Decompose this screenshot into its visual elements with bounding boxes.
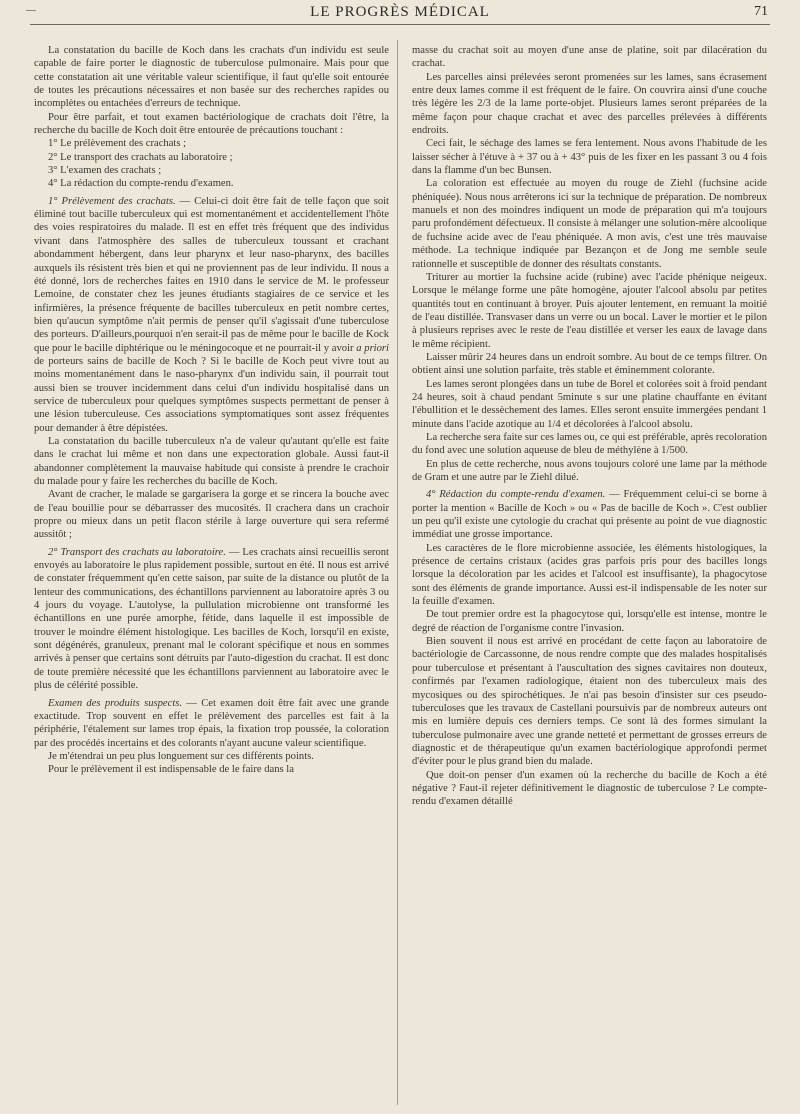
paragraph: La constatation du bacille de Koch dans les crachats d'un individu est seule capable de faire porter le diagnostic de tuberculose pulmonaire. Mais pour que cette constatation ait une véritable valeur scientifique, il faut qu'elle soit entourée de toutes les précautions nécessaires et non basée sur des recherches rapides ou incomplètes ou entachées d'erreurs de technique. — [34, 45, 389, 110]
paragraph: La recherche sera faite sur ces lames ou, ce qui est préférable, après recoloration du fond avec une solution aqueuse de bleu de méthylène à 1/500. — [412, 431, 767, 457]
paragraph: Les lames seront plongées dans un tube de Borel et colorées soit à froid pendant 24 heures, soit à chaud pendant 5minute s sur une platine chauffante en évitant l'ébullition et le dessèchement des lames. Elles seront ensuite immergées pendant 1 minute dans l'acide azotique au 1/4 et décolorées à l'alcool absolu. — [412, 378, 767, 430]
section-1 — [34, 195, 389, 435]
paragraph: masse du crachat soit au moyen d'une anse de platine, soit par dilacération du crachat. — [412, 45, 767, 70]
paragraph: La coloration est effectuée au moyen du rouge de Ziehl (fuchsine acide phéniquée). Nous nous arrêterons ici sur la technique de préparation. De nombreux manuels et non des moindres indiquent un mode de préparation qui m'a toujours paru profondément défectueux. Il consiste à mélanger une solution-mère alcoolique de fuchsine acide avec de l'eau phéniquée. A mon avis, c'est une très mauvaise méthode. La technique indiquée par Bezançon et de Jong me semble seule rationnelle et susceptible de donner des résultats constants. — [412, 178, 767, 270]
header-rule — [30, 24, 770, 25]
paragraph: Que doit-on penser d'un examen où la recherche du bacille de Koch a été négative ? Faut-il rejeter définitivement le diagnostic de tuberculose ? Le compte-rendu d'examen détaillé — [412, 769, 767, 808]
paragraph: Les parcelles ainsi prélevées seront promenées sur les lames, sans écrasement entre deux lames comme il est fréquent de le faire. On couvrira ainsi d'une couche très légère les 2/3 de la lame porte-objet. Plusieurs lames seront préparées de la même façon pour chaque crachat et avec des parcelles prélevées à différents endroits. — [412, 71, 767, 137]
section-heading: 1° Prélèvement des crachats. — [48, 195, 176, 207]
section-text: — Celui-ci doit être fait de telle façon que soit éliminé tout bacille tuberculeux qui est momentanément et accidentellement l'hôte des voies respiratoires du malade. Il est en effet très fréquent que des individus vivant dans l'atmosphère des salles de tuberculeux toussant et crachant abondamment hébergent, dans leur pharynx et leur naso-pharynx, des bacilles auxquels ils résistent très bien et qui ne proviennent pas de leur individu. Il nous a été donné, lors de recherches faites en 1910 dans le service de M. le professeur Lemoine, de constater chez les jeunes étudiants stagiaires de ce service et les infirmières, la présence fréquente de bacilles tuberculeux en petit nombre certes, bien qu'aucun symptôme n'ait permis de penser qu'il s'agissait d'une tuberculose des porteurs. D'ailleurs,pourquoi n'en serait-il pas de même pour le bacille de Kock que pour le bacille diphtérique ou le méningocoque et ne pourrait-il y avoir — [34, 195, 389, 354]
section-text: de porteurs sains de bacille de Koch ? Si le bacille de Koch peut vivre tout au moins momentanément dans le naso-pharynx d'un individu sain, il pourrait tout aussi bien se trouver incidemment dans celui d'un individu hospitalisé dans un service de tuberculeux pour quelques symptômes suspects permettant de penser à une lésion tuberculeuse. Ces associations symptomatiques sont assez fréquentes pour demander à être dépistées. — [34, 355, 389, 434]
section-text: — Cet examen doit être fait avec une grande exactitude. Trop souvent en effet le prélèvement des parcelles est fait à la périphérie, l'étalement sur lames trop épais, la fixation trop poussée, la coloration par des procédés incertains et des colorants n'ayant aucune valeur scientifique. — [34, 697, 389, 749]
list-item: 2° Le transport des crachats au laboratoire ; — [48, 151, 233, 163]
list-item: 1° Le prélèvement des crachats ; — [48, 138, 187, 150]
paragraph: Je m'étendrai un peu plus longuement sur ces différents points. — [48, 750, 314, 762]
section-2 — [34, 546, 389, 693]
paragraph: La constatation du bacille tuberculeux n'a de valeur qu'autant qu'elle est faite dans le crachat lui même et non dans une expectoration globale. Aussi faut-il abandonner complètement la mauvaise habitude qui consiste à prendre le crachoir du malade pour y faire les recherches du bacille de Koch. — [34, 435, 389, 487]
section-heading: Examen des produits suspects. — [48, 697, 183, 709]
section-3 — [34, 697, 389, 750]
right-column — [412, 44, 767, 1104]
paragraph: Ceci fait, le séchage des lames se fera lentement. Nous avons l'habitude de les laisser sécher à l'étuve à + 37 ou à + 43° puis de les fixer en les passant 3 ou 4 fois dans la flamme d'un bec Bunsen. — [412, 138, 767, 177]
paragraph: Pour le prélèvement il est indispensable de le faire dans la — [48, 764, 294, 776]
page-number: 71 — [754, 4, 768, 19]
section-text: — Les crachats ainsi recueillis seront envoyés au laboratoire le plus rapidement possible, surtout en été. Il nous est arrivé de constater fréquemment qu'en cette saison, par suite de la distance ou plutôt de la lenteur des communications, des échantillons parviennent au laboratoire après 3 ou 4 jours du voyage. L'autolyse, la pullulation microbienne ont transformé les échantillons en une purée amorphe, fétide, dans laquelle il est impossible de trouver le moindre élément histologique. Les bacilles de Koch, lorsqu'il en existe, sont dégénérés, granuleux, prenant mal le colorant spécifique et nous en sommes arrivés à penser que certains sont détruits par l'auto-digestion du crachat. Il est donc de toute première nécessité que les échantillons parviennent au laboratoire avec le plus de célérité possible. — [34, 546, 389, 692]
paragraph: Triturer au mortier la fuchsine acide (rubine) avec l'acide phénique neigeux. Lorsque le mélange forme une pâte homogène, ajouter l'alcool absolu par petites quantités tout en continuant à broyer. Puis ajouter lentement, en remuant la moitié de l'eau distillée. Transvaser dans un verre ou un bocal. Laver le mortier et le pilon à plusieurs reprises avec le reste de l'eau distillée et verser les eaux de lavage dans le même récipient. — [412, 271, 767, 350]
running-header — [0, 4, 800, 24]
left-column — [34, 44, 389, 1104]
section-heading: 4° Rédaction du compte-rendu d'examen. — [426, 489, 606, 501]
journal-title: LE PROGRÈS MÉDICAL — [310, 4, 490, 20]
section-4 — [412, 488, 767, 541]
column-divider — [397, 40, 398, 1105]
paragraph: Avant de cracher, le malade se gargarisera la gorge et se rincera la bouche avec de l'eau bouillie pour se débarrasser des mucosités. Il crachera dans un crachoir propre ou mieux dans un petit flacon stérile à large ouverture qui sera refermé aussitôt ; — [34, 489, 389, 541]
list-item: 4° La rédaction du compte-rendu d'examen. — [48, 178, 234, 190]
paragraph: Pour être parfait, et tout examen bactériologique de crachats doit l'être, la recherche du bacille de Koch doit être entourée de précautions touchant : — [34, 111, 389, 137]
paragraph: De tout premier ordre est la phagocytose qui, lorsqu'elle est intense, montre le degré de réaction de l'organisme contre l'invasion. — [412, 609, 767, 634]
section-heading: 2° Transport des crachats au laboratoire. — [48, 546, 226, 558]
section-text: — Fréquemment celui-ci se borne à porter la mention « Bacille de Koch » ou « Pas de bacille de Koch ». C'est oublier un peu qu'il existe une cytologie du crachat qui présente au point de vue diagnostic immédiat une grosse importance. — [412, 489, 767, 541]
italic-phrase: a priori — [356, 342, 389, 354]
paragraph: En plus de cette recherche, nous avons toujours coloré une lame par la méthode de Gram et une autre par le Ziehl dilué. — [412, 458, 767, 483]
paragraph: Les caractères de le flore microbienne associée, les éléments histologiques, la présence de certains cristaux (acides gras parfois pris pour des bacilles longs lorsque la décoloration par les acides et l'alcool est insuffisante), la phagocytose sont des éléments de grande importance. Aussi est-il indispensable de les noter sur la feuille d'examen. — [412, 542, 767, 608]
paragraph: Bien souvent il nous est arrivé en procédant de cette façon au laboratoire de bactériologie de Carcassonne, de nous rendre compte que des malades hospitalisés pour tuberculose et présentant à l'auscultation des signes cavitaires non douteux, confirmés par l'examen radiologique, étaient non des tuberculeux mais des mycosiques ou des spirochétiques. Je n'ai pas besoin d'insister sur ces pseudo-tuberculoses que les travaux de Castellani poursuivis par de nombreux auteurs ont mis en lumière depuis ces derniers temps. Ce sont là des formes simulant la tuberculose pulmonaire avec une grande netteté et permettant de grosses erreurs de diagnostic et de thérapeutique qu'un examen bactériologique approfondi permet d'éviter pour le plus grand bien du malade. — [412, 636, 767, 768]
paragraph: Laisser mûrir 24 heures dans un endroit sombre. Au bout de ce temps filtrer. On obtient ainsi une solution parfaite, très stable et éminemment colorante. — [412, 351, 767, 377]
list-item: 3° L'examen des crachats ; — [48, 165, 162, 177]
